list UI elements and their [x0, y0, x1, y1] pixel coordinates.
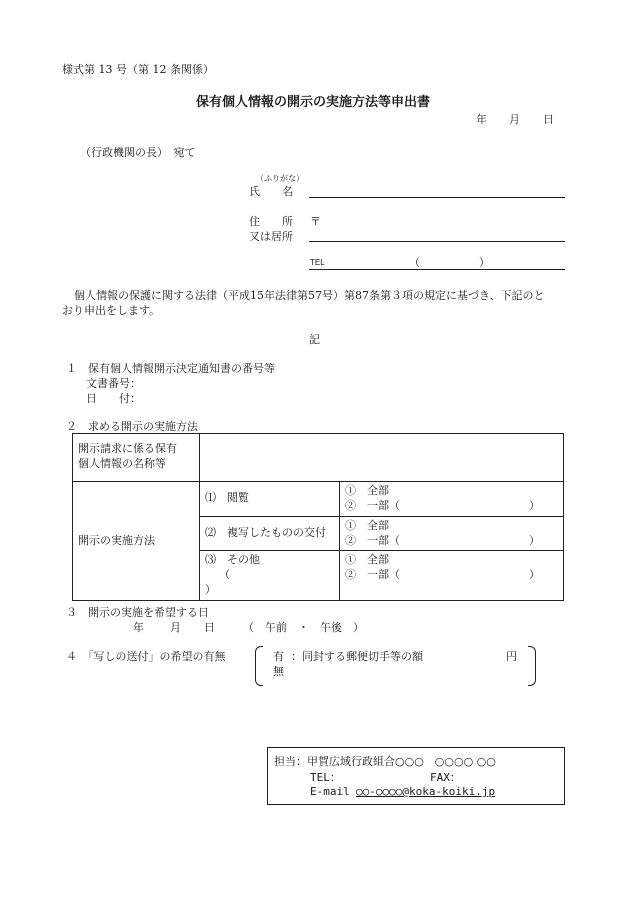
option-partial[interactable]: ② 一部（ ） — [345, 498, 540, 512]
date-year: 年 — [476, 113, 487, 126]
address-field[interactable] — [309, 241, 565, 242]
info-name-label-line2: 個人情報の名称等 — [78, 456, 166, 470]
section4-heading: ４ 「写しの送付」の希望の有無 — [66, 650, 226, 663]
send-copy-yes[interactable]: 有 — [273, 650, 284, 663]
name-field[interactable] — [309, 197, 565, 198]
preferred-month[interactable]: 月 — [170, 621, 181, 634]
ampm-choice[interactable]: （ 午前 ・ 午後 ） — [243, 621, 364, 634]
contact-email-label: E-mail — [310, 785, 350, 798]
addressee: （行政機関の長） 宛て — [80, 146, 196, 159]
method-view-options[interactable] — [340, 482, 564, 517]
disclosure-method-table — [72, 433, 564, 601]
method-view[interactable] — [200, 482, 340, 517]
address-label: 住 所 — [249, 215, 293, 228]
form-number: 様式第 13 号（第 12 条関係） — [62, 63, 214, 76]
tel-paren-close: ） — [479, 256, 490, 269]
method-other[interactable] — [200, 551, 340, 601]
method-label-cell — [73, 482, 200, 601]
method-copy-options[interactable] — [340, 516, 564, 551]
option-partial-close: ） — [529, 568, 540, 582]
method-other-label: ⑶ その他 — [205, 553, 260, 567]
option-all[interactable]: ① 全部 — [345, 518, 389, 532]
info-name-label-cell — [73, 434, 200, 482]
name-label: 氏 名 — [249, 185, 293, 198]
doc-number-label: 文書番号： — [86, 377, 141, 390]
date-day: 日 — [543, 113, 554, 126]
postal-mark: 〒 — [310, 215, 321, 228]
option-partial[interactable]: ② 一部（ ） — [345, 533, 540, 547]
info-name-label-line1: 開示請求に係る保有 — [78, 442, 177, 455]
method-view-label: ⑴ 閲覧 — [205, 491, 249, 505]
section1-heading: １ 保有個人情報開示決定通知書の番号等 — [66, 362, 275, 375]
preferred-year[interactable]: 年 — [133, 621, 144, 634]
method-other-open: （ — [219, 568, 230, 582]
notice-date-label: 日 付： — [86, 392, 141, 405]
contact-box — [267, 747, 565, 805]
ki-heading: 記 — [309, 333, 320, 346]
preferred-day[interactable]: 日 — [204, 621, 215, 634]
contact-tel: TEL： — [310, 771, 341, 784]
bracket-left — [255, 646, 263, 686]
residence-label: 又は居所 — [249, 230, 293, 243]
contact-email[interactable]: ○○-○○○○@koka-koiki.jp — [356, 785, 496, 798]
bracket-right — [528, 646, 536, 686]
method-other-options[interactable] — [340, 551, 564, 601]
tel-paren-open: （ — [409, 256, 420, 269]
method-copy-label: ⑵ 複写したものの交付 — [205, 526, 326, 540]
info-name-input[interactable] — [200, 434, 564, 482]
stamp-amount-label: ：同封する郵便切手等の額 — [291, 650, 423, 663]
section3-heading: ３ 開示の実施を希望する日 — [66, 606, 209, 619]
option-all[interactable]: ① 全部 — [345, 484, 389, 497]
intro-line1: 個人情報の保護に関する法律（平成15年法律第57号）第87条第３項の規定に基づき、下記のと — [74, 289, 545, 302]
date-month: 月 — [509, 113, 520, 126]
section2-heading: ２ 求める開示の実施方法 — [66, 420, 198, 433]
method-other-close: ） — [205, 583, 216, 597]
option-partial-close: ） — [529, 498, 540, 512]
contact-fax: FAX： — [430, 771, 461, 784]
page-title: 保有個人情報の開示の実施方法等申出書 — [196, 95, 431, 110]
contact-person: 担当：甲賀広域行政組合○○○ ○○○○ ○○ — [274, 755, 496, 768]
tel-field[interactable] — [309, 269, 565, 270]
method-copy[interactable] — [200, 516, 340, 551]
option-all[interactable]: ① 全部 — [345, 553, 389, 567]
yen-unit: 円 — [506, 650, 517, 663]
option-partial-close: ） — [529, 533, 540, 547]
option-partial[interactable]: ② 一部（ ） — [345, 568, 540, 582]
intro-line2: おり申出をします。 — [62, 304, 161, 317]
send-copy-no[interactable]: 無 — [273, 665, 284, 678]
furigana-label: （ふりがな） — [256, 174, 304, 183]
tel-label: TEL — [310, 258, 325, 267]
method-label: 開示の実施方法 — [78, 533, 155, 547]
